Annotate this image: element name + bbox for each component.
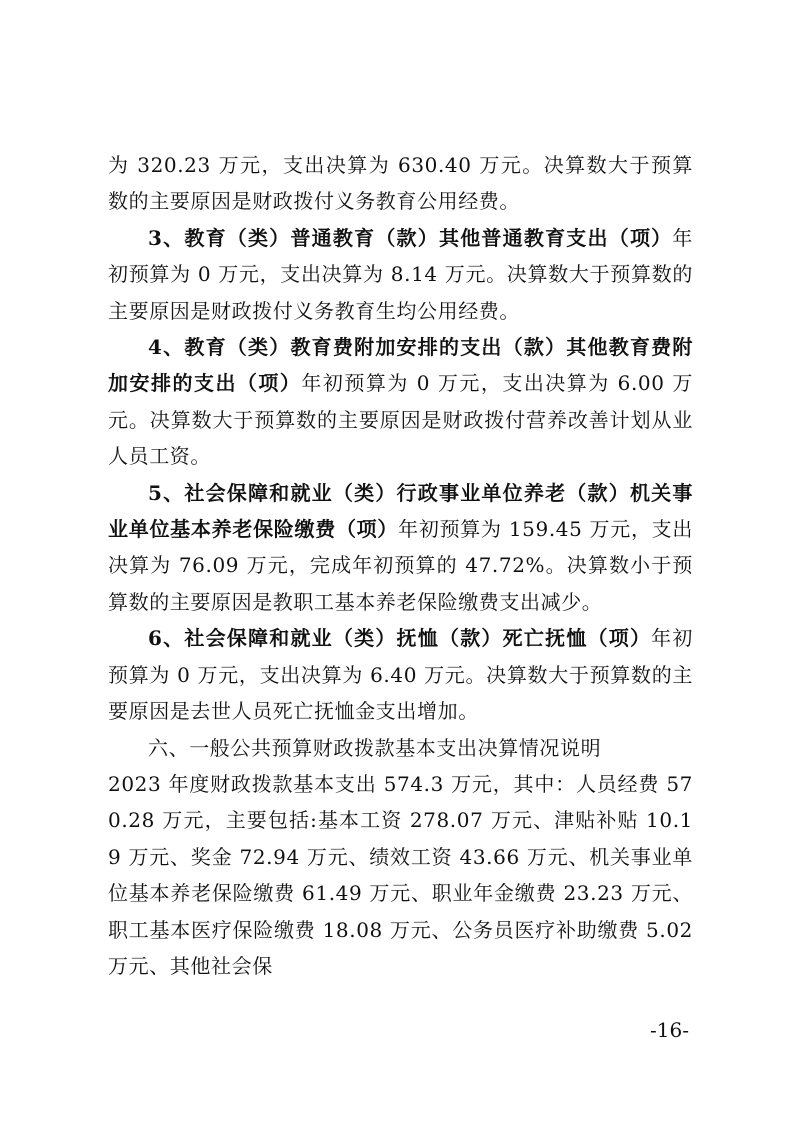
- item-heading: 4、教育（类）教育费附加安排的支出（款）其他教育费附加安排的支出（项）: [108, 335, 693, 396]
- paragraph-item-3: [108, 220, 693, 329]
- paragraph-item-6: [108, 620, 693, 729]
- paragraph-basic-expenditure: [108, 766, 693, 984]
- paragraph-text: 为 320.23 万元，支出决算为 630.40 万元。决算数大于预算数的主要原因是财政拨付义务教育公用经费。: [108, 153, 693, 214]
- section-heading: 六、一般公共预算财政拨款基本支出决算情况说明: [148, 735, 602, 760]
- item-heading: 3、教育（类）普通教育（款）其他普通教育支出（项）: [148, 225, 673, 250]
- item-heading: 5、社会保障和就业（类）行政事业单位养老（款）机关事业单位基本养老保险缴费（项）: [108, 480, 693, 542]
- document-body: [108, 147, 693, 984]
- item-heading: 6、社会保障和就业（类）抚恤（款）死亡抚恤（项）: [148, 626, 652, 651]
- paragraph-text: 2023 年度财政拨款基本支出 574.3 万元，其中：人员经费 570.28 万元，主要包括:基本工资 278.07 万元、津贴补贴 10.19 万元、奖金 72.94 万元、绩效工资 43.66 万元、机关事业单位基本养老保险缴费 61.49 万元、职业年金缴费 23.23 万元、职工基本医疗保险缴费 18.08 万元、公务员医疗补助缴费 5.02 万元、其他社会保: [108, 771, 693, 978]
- paragraph-text: 年初预算为 0 万元，支出决算为 6.40 万元。决算数大于预算数的主要原因是去世人员死亡抚恤金支出增加。: [108, 626, 693, 724]
- paragraph-item-4: [108, 329, 693, 475]
- paragraph-text: 年初预算为 0 万元，支出决算为 6.00 万元。决算数大于预算数的主要原因是财政拨付营养改善计划从业人员工资。: [108, 371, 693, 469]
- paragraph-continuation: [108, 147, 693, 220]
- paragraph-text: 年初预算为 159.45 万元，支出决算为 76.09 万元，完成年初预算的 47.72%。决算数小于预算数的主要原因是教职工基本养老保险缴费支出减少。: [108, 517, 693, 614]
- page-number: -16-: [650, 1018, 689, 1042]
- paragraph-text: 年初预算为 0 万元，支出决算为 8.14 万元。决算数大于预算数的主要原因是财政拨付义务教育生均公用经费。: [108, 225, 693, 323]
- paragraph-item-5: [108, 475, 693, 621]
